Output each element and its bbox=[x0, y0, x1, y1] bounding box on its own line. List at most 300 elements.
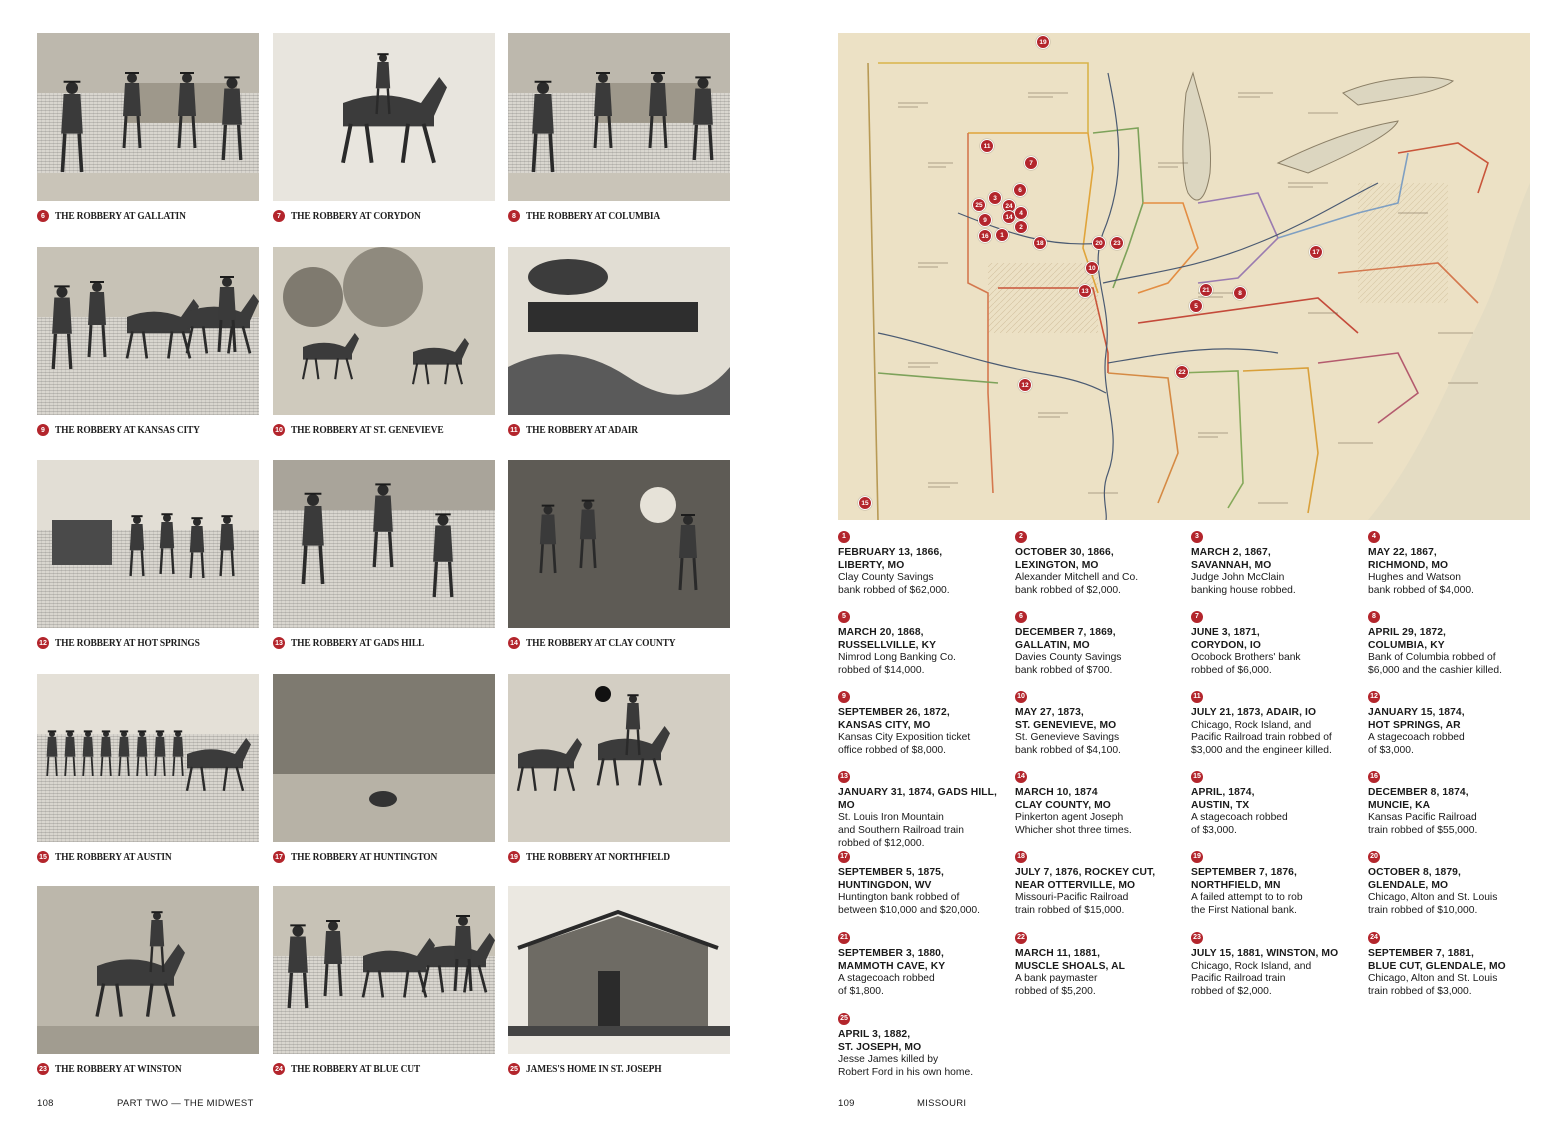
figure-hat bbox=[174, 730, 182, 732]
historic-map bbox=[838, 33, 1530, 520]
chronology-entry bbox=[838, 690, 1008, 758]
figure-hat bbox=[180, 72, 194, 74]
number-badge: 13 bbox=[838, 771, 850, 783]
map-pin-15: 15 bbox=[858, 496, 872, 510]
map-pin-4: 4 bbox=[1014, 206, 1028, 220]
engraving-illustration bbox=[273, 460, 495, 628]
figure-hat bbox=[305, 493, 322, 495]
number-badge: 23 bbox=[1191, 932, 1203, 944]
caption-text: THE ROBBERY AT CLAY COUNTY bbox=[526, 637, 676, 649]
number-badge: 15 bbox=[37, 851, 49, 863]
entry-date-place: APRIL, 1874, AUSTIN, TX bbox=[1191, 787, 1255, 811]
chronology-entry bbox=[1368, 610, 1538, 678]
map-pin-10: 10 bbox=[1085, 261, 1099, 275]
figure-hat bbox=[651, 72, 665, 74]
figure-body bbox=[47, 737, 58, 757]
entry-description: Chicago, Alton and St. Louis train robbed of $10,000. bbox=[1368, 892, 1498, 917]
chronology-entry bbox=[1015, 931, 1185, 999]
figure-body bbox=[679, 525, 697, 558]
figure-legs bbox=[53, 334, 71, 369]
number-badge: 14 bbox=[1015, 771, 1027, 783]
stagecoach bbox=[52, 520, 112, 565]
number-badge: 10 bbox=[1015, 691, 1027, 703]
figure-hat bbox=[90, 281, 104, 283]
engraving-caption bbox=[273, 636, 495, 650]
horse-legs bbox=[187, 767, 243, 791]
engraving-caption bbox=[37, 1062, 259, 1076]
engraving-illustration bbox=[37, 674, 259, 842]
floor bbox=[508, 173, 730, 201]
number-badge: 2 bbox=[1015, 531, 1027, 543]
number-badge: 10 bbox=[273, 424, 285, 436]
map-pin-24: 24 bbox=[1002, 199, 1016, 213]
map-pin-12: 12 bbox=[1018, 378, 1032, 392]
chronology-entry bbox=[1015, 770, 1185, 838]
entry-description: Clay County Savings bank robbed of $62,000. bbox=[838, 572, 950, 597]
map-pin-17: 17 bbox=[1309, 245, 1323, 259]
map-pin-21: 21 bbox=[1199, 283, 1213, 297]
figure-hat bbox=[102, 730, 110, 732]
number-badge: 17 bbox=[838, 851, 850, 863]
number-badge: 3 bbox=[1191, 531, 1203, 543]
engraving-illustration bbox=[273, 886, 495, 1054]
entry-date-place: JANUARY 15, 1874, HOT SPRINGS, AR bbox=[1368, 707, 1465, 731]
figure-legs bbox=[161, 548, 174, 574]
number-badge: 4 bbox=[1368, 531, 1380, 543]
number-badge: 19 bbox=[1191, 851, 1203, 863]
engraving-item bbox=[508, 33, 730, 223]
entry-description: Chicago, Alton and St. Louis train robbed of $3,000. bbox=[1368, 973, 1498, 998]
number-badge: 14 bbox=[508, 637, 520, 649]
gun-flash bbox=[640, 487, 676, 523]
figure-body bbox=[150, 920, 164, 946]
entry-date-place: MAY 27, 1873, ST. GENEVIEVE, MO bbox=[1015, 707, 1117, 731]
figure-body bbox=[222, 89, 242, 125]
right-running-head: MISSOURI bbox=[917, 1098, 967, 1109]
engraving-illustration bbox=[273, 247, 495, 415]
ground bbox=[37, 1026, 259, 1054]
horse-legs bbox=[127, 331, 190, 358]
night-shooting-illustration bbox=[508, 460, 730, 628]
engraving-illustration bbox=[37, 886, 259, 1054]
figure-head bbox=[629, 695, 637, 703]
entry-description: St. Louis Iron Mountain and Southern Railroad train robbed of $12,000. bbox=[838, 812, 964, 849]
figure-body bbox=[83, 737, 94, 757]
engraving-caption bbox=[37, 209, 259, 223]
figure-legs bbox=[374, 532, 392, 567]
figure-hat bbox=[582, 500, 595, 502]
crowd-with-horses-illustration bbox=[37, 247, 259, 415]
crowd-line-up-illustration bbox=[37, 674, 259, 842]
entry-date-place: APRIL 29, 1872, COLUMBIA, KY bbox=[1368, 627, 1447, 651]
engraving-illustration bbox=[508, 886, 730, 1054]
entry-date-place: SEPTEMBER 7, 1881, BLUE CUT, GLENDALE, MO bbox=[1368, 948, 1506, 972]
chronology-entry bbox=[838, 770, 1008, 850]
figure-legs bbox=[119, 757, 129, 776]
entry-date-place: SEPTEMBER 7, 1876, NORTHFIELD, MN bbox=[1191, 867, 1297, 891]
chronology-entry bbox=[838, 931, 1008, 999]
caption-text: THE ROBBERY AT CORYDON bbox=[291, 210, 421, 222]
entry-date-place: MARCH 11, 1881, MUSCLE SHOALS, AL bbox=[1015, 948, 1126, 972]
entry-description: Missouri-Pacific Railroad train robbed of $15,000. bbox=[1015, 892, 1129, 917]
figure-legs bbox=[325, 964, 341, 996]
figure-body bbox=[65, 737, 76, 757]
figure-hat bbox=[131, 515, 142, 517]
train-wreck-illustration bbox=[508, 247, 730, 415]
engraving-caption bbox=[273, 423, 495, 437]
entry-description: Pinkerton agent Joseph Whicher shot three times. bbox=[1015, 812, 1132, 837]
figure-hat bbox=[84, 730, 92, 732]
figure-hat bbox=[151, 911, 162, 913]
figure-hat bbox=[542, 505, 555, 507]
figure-hat bbox=[224, 76, 239, 78]
figure-head bbox=[227, 78, 238, 89]
map-pin-9: 9 bbox=[978, 213, 992, 227]
horseman-riding-illustration bbox=[273, 33, 495, 201]
number-badge: 1 bbox=[838, 531, 850, 543]
figure-head bbox=[438, 515, 449, 526]
bank-interior-shooting-illustration bbox=[37, 33, 259, 201]
figure-head bbox=[66, 82, 78, 94]
figure-head bbox=[598, 73, 608, 83]
figure-body bbox=[88, 292, 106, 325]
entry-description: A stagecoach robbed of $3,000. bbox=[1368, 732, 1465, 757]
number-badge: 11 bbox=[1191, 691, 1203, 703]
chronology-entry bbox=[1368, 850, 1538, 918]
figure-head bbox=[223, 516, 231, 524]
figure-hat bbox=[377, 53, 388, 55]
chronology-entry bbox=[1191, 690, 1361, 758]
map-pin-18: 18 bbox=[1033, 236, 1047, 250]
entry-description: Davies County Savings bank robbed of $700. bbox=[1015, 652, 1122, 677]
figure-head bbox=[127, 73, 137, 83]
engraving-item bbox=[508, 886, 730, 1076]
engraving-caption bbox=[37, 423, 259, 437]
figure-head bbox=[328, 921, 338, 931]
train-car bbox=[528, 302, 698, 332]
riders-charging-illustration bbox=[508, 674, 730, 842]
figure-hat bbox=[326, 920, 340, 922]
number-badge: 23 bbox=[37, 1063, 49, 1075]
figure-hat bbox=[681, 514, 695, 516]
entry-date-place: MARCH 10, 1874 CLAY COUNTY, MO bbox=[1015, 787, 1111, 811]
engraving-item bbox=[508, 247, 730, 437]
chronology-entry bbox=[1015, 530, 1185, 598]
figure-body bbox=[220, 524, 234, 550]
rider-galloping-illustration bbox=[37, 886, 259, 1054]
number-badge: 8 bbox=[508, 210, 520, 222]
figure-body bbox=[130, 524, 144, 550]
figure-body bbox=[580, 510, 596, 540]
figure-body bbox=[693, 89, 713, 125]
map-pin-2: 2 bbox=[1014, 220, 1028, 234]
smoke-puff bbox=[595, 686, 611, 702]
map-pin-1: 1 bbox=[995, 228, 1009, 242]
engraving-caption bbox=[508, 1062, 730, 1076]
figure-legs bbox=[223, 125, 241, 160]
figure-head bbox=[57, 287, 68, 298]
entry-date-place: JULY 7, 1876, ROCKEY CUT, NEAR OTTERVILLE, MO bbox=[1015, 867, 1156, 891]
figure-legs bbox=[47, 757, 57, 776]
entry-date-place: OCTOBER 8, 1879, GLENDALE, MO bbox=[1368, 867, 1461, 891]
map-pin-14: 14 bbox=[1002, 210, 1016, 224]
number-badge: 8 bbox=[1368, 611, 1380, 623]
figure-hat bbox=[290, 924, 305, 926]
figure-body bbox=[376, 62, 390, 88]
figure-head bbox=[163, 514, 171, 522]
house-door bbox=[598, 971, 620, 1026]
figure-head bbox=[544, 506, 553, 515]
figure-body bbox=[594, 83, 612, 116]
number-badge: 25 bbox=[838, 1013, 850, 1025]
figure-legs bbox=[155, 757, 165, 776]
engraving-caption bbox=[273, 209, 495, 223]
figure-legs bbox=[303, 546, 322, 584]
figure-body bbox=[373, 496, 393, 532]
map-pin-7: 7 bbox=[1024, 156, 1038, 170]
figure-legs bbox=[83, 757, 93, 776]
chronology-entry bbox=[1368, 770, 1538, 838]
entry-date-place: DECEMBER 7, 1869, GALLATIN, MO bbox=[1015, 627, 1116, 651]
chronology-entry bbox=[838, 1012, 1008, 1080]
number-badge: 24 bbox=[273, 1063, 285, 1075]
engraving-item bbox=[273, 247, 495, 437]
caption-text: THE ROBBERY AT KANSAS CITY bbox=[55, 424, 200, 436]
number-badge: 17 bbox=[273, 851, 285, 863]
figure-head bbox=[92, 282, 102, 292]
figure-body bbox=[433, 526, 453, 562]
engraving-item bbox=[273, 886, 495, 1076]
tree-canopy bbox=[283, 267, 343, 327]
engraving-caption bbox=[37, 636, 259, 650]
map-pin-6: 6 bbox=[1013, 183, 1027, 197]
entry-date-place: JULY 15, 1881, WINSTON, MO bbox=[1191, 948, 1339, 960]
number-badge: 6 bbox=[37, 210, 49, 222]
caption-text: THE ROBBERY AT GALLATIN bbox=[55, 210, 186, 222]
chronology-entry bbox=[1191, 610, 1361, 678]
figure-hat bbox=[54, 285, 69, 287]
figure-head bbox=[133, 516, 141, 524]
engraving-illustration bbox=[508, 460, 730, 628]
caption-text: THE ROBBERY AT HOT SPRINGS bbox=[55, 637, 200, 649]
entry-description: Huntington bank robbed of between $10,000 and $20,000. bbox=[838, 892, 980, 917]
figure-body bbox=[173, 737, 184, 757]
figure-head bbox=[193, 518, 201, 526]
figure-hat bbox=[627, 694, 638, 696]
caption-text: THE ROBBERY AT ST. GENEVIEVE bbox=[291, 424, 444, 436]
entry-date-place: JULY 21, 1873, ADAIR, IO bbox=[1191, 707, 1317, 719]
bank-interior-shooting-illustration bbox=[508, 33, 730, 201]
figure-head bbox=[307, 494, 319, 506]
number-badge: 12 bbox=[1368, 691, 1380, 703]
figure-body bbox=[61, 94, 83, 134]
figure-legs bbox=[89, 325, 105, 357]
map-pin-22: 22 bbox=[1175, 365, 1189, 379]
figure-hat bbox=[695, 76, 710, 78]
number-badge: 7 bbox=[273, 210, 285, 222]
engraving-item bbox=[508, 674, 730, 864]
figure-body bbox=[302, 506, 324, 546]
caption-text: THE ROBBERY AT COLUMBIA bbox=[526, 210, 661, 222]
number-badge: 25 bbox=[508, 1063, 520, 1075]
chronology-entry bbox=[1191, 530, 1361, 598]
figure-hat bbox=[120, 730, 128, 732]
caption-text: THE ROBBERY AT AUSTIN bbox=[55, 851, 172, 863]
crowd-with-horses-illustration bbox=[273, 886, 495, 1054]
figure-head bbox=[698, 78, 709, 89]
figure-legs bbox=[191, 552, 204, 578]
figure-body bbox=[626, 703, 640, 729]
figure-head bbox=[537, 82, 549, 94]
relief-shading bbox=[1358, 183, 1448, 303]
relief-shading bbox=[988, 263, 1098, 333]
map-pin-20: 20 bbox=[1092, 236, 1106, 250]
number-badge: 21 bbox=[838, 932, 850, 944]
figure-hat bbox=[375, 483, 390, 485]
entry-date-place: JUNE 3, 1871, CORYDON, IO bbox=[1191, 627, 1261, 651]
engraving-illustration bbox=[508, 33, 730, 201]
figure-legs bbox=[137, 757, 147, 776]
number-badge: 5 bbox=[838, 611, 850, 623]
figure-head bbox=[683, 515, 693, 525]
number-badge: 12 bbox=[37, 637, 49, 649]
chronology-entry bbox=[838, 530, 1008, 598]
figure-hat bbox=[48, 730, 56, 732]
entry-description: A stagecoach robbed of $1,800. bbox=[838, 973, 935, 998]
entry-date-place: FEBRUARY 13, 1866, LIBERTY, MO bbox=[838, 547, 943, 571]
entry-description: St. Genevieve Savings bank robbed of $4,100. bbox=[1015, 732, 1121, 757]
entry-description: Kansas Pacific Railroad train robbed of $55,000. bbox=[1368, 812, 1478, 837]
map-pin-19: 19 bbox=[1036, 35, 1050, 49]
chronology-entry bbox=[1015, 690, 1185, 758]
engraving-illustration bbox=[273, 674, 495, 842]
engraving-item bbox=[37, 460, 259, 650]
figure-legs bbox=[221, 550, 234, 576]
figure-hat bbox=[596, 72, 610, 74]
figure-head bbox=[153, 912, 161, 920]
chronology-entry bbox=[838, 610, 1008, 678]
map-pin-5: 5 bbox=[1189, 299, 1203, 313]
figure-body bbox=[160, 522, 174, 548]
figure-body bbox=[218, 287, 236, 320]
caption-text: THE ROBBERY AT GADS HILL bbox=[291, 637, 425, 649]
figure-body bbox=[101, 737, 112, 757]
map-pin-23: 23 bbox=[1110, 236, 1124, 250]
chronology-entry bbox=[1368, 690, 1538, 758]
engraving-illustration bbox=[508, 247, 730, 415]
horse-legs bbox=[363, 970, 426, 997]
number-badge: 15 bbox=[1191, 771, 1203, 783]
engraving-caption bbox=[508, 423, 730, 437]
number-badge: 13 bbox=[273, 637, 285, 649]
figure-hat bbox=[435, 513, 450, 515]
entry-date-place: SEPTEMBER 5, 1875, HUNTINGDON, WV bbox=[838, 867, 944, 891]
entry-description: Bank of Columbia robbed of $6,000 and the cashier killed. bbox=[1368, 652, 1502, 677]
figure-body bbox=[52, 298, 72, 334]
figure-head bbox=[378, 485, 389, 496]
engraving-item bbox=[37, 33, 259, 223]
number-badge: 16 bbox=[1368, 771, 1380, 783]
figure-head bbox=[458, 916, 468, 926]
horse-body bbox=[187, 738, 251, 768]
riders-in-woods-illustration bbox=[273, 247, 495, 415]
figure-body bbox=[649, 83, 667, 116]
number-badge: 9 bbox=[838, 691, 850, 703]
number-badge: 18 bbox=[1015, 851, 1027, 863]
figure-head bbox=[584, 501, 593, 510]
entry-description: A bank paymaster robbed of $5,200. bbox=[1015, 973, 1098, 998]
sky bbox=[37, 674, 259, 734]
chronology-entry bbox=[1015, 610, 1185, 678]
engraving-caption bbox=[273, 1062, 495, 1076]
chronology-entry bbox=[1191, 931, 1361, 999]
wooden-house-illustration bbox=[508, 886, 730, 1054]
fence bbox=[508, 1026, 730, 1036]
swimmer bbox=[369, 791, 397, 807]
figure-hat bbox=[64, 81, 81, 83]
engraving-caption bbox=[508, 636, 730, 650]
figure-body bbox=[178, 83, 196, 116]
caption-text: THE ROBBERY AT NORTHFIELD bbox=[526, 851, 670, 863]
caption-text: THE ROBBERY AT ADAIR bbox=[526, 424, 638, 436]
engraving-illustration bbox=[37, 33, 259, 201]
map-pin-25: 25 bbox=[972, 198, 986, 212]
figure-hat bbox=[456, 915, 470, 917]
chronology-entry bbox=[1191, 850, 1361, 918]
map-pin-13: 13 bbox=[1078, 284, 1092, 298]
figure-head bbox=[222, 277, 232, 287]
chronology-entry bbox=[1191, 770, 1361, 838]
entry-description: A failed attempt to to rob the First National bank. bbox=[1191, 892, 1303, 917]
map-pin-16: 16 bbox=[978, 229, 992, 243]
entry-description: Hughes and Watson bank robbed of $4,000. bbox=[1368, 572, 1474, 597]
figure-hat bbox=[66, 730, 74, 732]
figure-head bbox=[653, 73, 663, 83]
forest bbox=[273, 674, 495, 774]
map-pin-11: 11 bbox=[980, 139, 994, 153]
figure-hat bbox=[220, 276, 234, 278]
chronology-entry bbox=[1015, 850, 1185, 918]
left-running-head: PART TWO — THE MIDWEST bbox=[117, 1098, 254, 1109]
entry-date-place: MARCH 2, 1867, SAVANNAH, MO bbox=[1191, 547, 1272, 571]
figure-body bbox=[540, 515, 556, 545]
entry-description: A stagecoach robbed of $3,000. bbox=[1191, 812, 1288, 837]
engraving-illustration bbox=[37, 247, 259, 415]
water bbox=[273, 774, 495, 842]
figure-body bbox=[190, 526, 204, 552]
figure-body bbox=[454, 926, 472, 959]
entry-date-place: DECEMBER 8, 1874, MUNCIE, KA bbox=[1368, 787, 1469, 811]
engraving-item bbox=[273, 460, 495, 650]
figure-legs bbox=[173, 757, 183, 776]
engraving-illustration bbox=[508, 674, 730, 842]
figure-body bbox=[324, 931, 342, 964]
figure-body bbox=[123, 83, 141, 116]
caption-text: JAMES'S HOME IN ST. JOSEPH bbox=[526, 1063, 662, 1075]
entry-date-place: APRIL 3, 1882, ST. JOSEPH, MO bbox=[838, 1029, 922, 1053]
entry-date-place: SEPTEMBER 26, 1872, KANSAS CITY, MO bbox=[838, 707, 950, 731]
entry-description: Ocobock Brothers' bank robbed of $6,000. bbox=[1191, 652, 1301, 677]
engraving-caption bbox=[37, 850, 259, 864]
figure-hat bbox=[156, 730, 164, 732]
map-artwork bbox=[838, 33, 1530, 520]
engraving-item bbox=[508, 460, 730, 650]
entry-description: Nimrod Long Banking Co. robbed of $14,000. bbox=[838, 652, 956, 677]
entry-date-place: SEPTEMBER 3, 1880, MAMMOTH CAVE, KY bbox=[838, 948, 946, 972]
engraving-caption bbox=[508, 209, 730, 223]
caption-text: THE ROBBERY AT BLUE CUT bbox=[291, 1063, 421, 1075]
caption-text: THE ROBBERY AT HUNTINGTON bbox=[291, 851, 438, 863]
